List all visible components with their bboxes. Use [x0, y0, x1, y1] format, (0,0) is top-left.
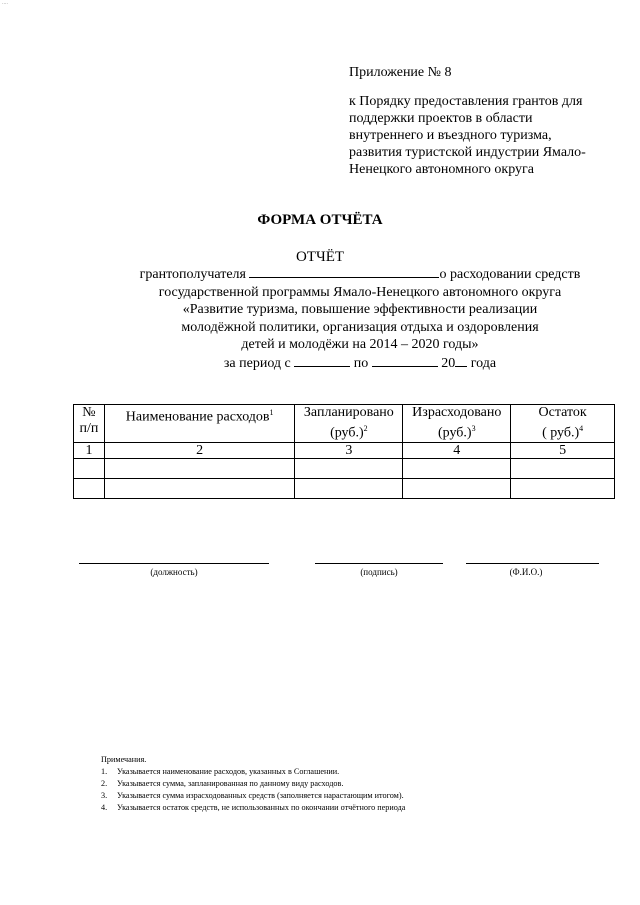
- table-cell[interactable]: [403, 458, 511, 478]
- table-row: [74, 478, 615, 498]
- table-number-row: [74, 442, 615, 458]
- report-title: ОТЧЁТ: [295, 249, 345, 265]
- table-cell[interactable]: [74, 478, 105, 498]
- header-cell-name: [104, 405, 294, 443]
- note-number: 1.: [101, 767, 108, 776]
- column-number-cell: 1: [74, 442, 105, 458]
- header-text: №: [82, 405, 96, 420]
- notes-title: Примечания.: [101, 755, 147, 764]
- note-item: [101, 790, 621, 802]
- header-cell-spent: [403, 405, 511, 443]
- report-line: детей и молодёжи на 2014 – 2020 годы»: [241, 337, 479, 353]
- table-cell[interactable]: [511, 458, 615, 478]
- corner-mark: ....: [2, 0, 8, 6]
- note-item: [101, 778, 621, 790]
- notes-block: [101, 754, 621, 814]
- header-text: Наименование расходов: [125, 409, 270, 425]
- note-number: 3.: [101, 791, 108, 800]
- note-text: Указывается сумма израсходованных средств (заполняется нарастающим итогом).: [117, 791, 404, 800]
- report-table: [73, 404, 615, 499]
- appendix-number: Приложение № 8: [349, 65, 452, 80]
- period-line: [80, 354, 640, 373]
- period-year-blank[interactable]: [455, 354, 467, 367]
- header-cell-planned: [295, 405, 403, 443]
- note-number: 2.: [101, 779, 108, 788]
- period-prefix: за период с: [223, 355, 291, 371]
- table-cell[interactable]: [74, 458, 105, 478]
- header-text: (руб.): [330, 425, 364, 441]
- appendix-line: развития туристской индустрии Ямало-: [349, 145, 586, 160]
- column-number-cell: 2: [104, 442, 294, 458]
- column-number-cell: 5: [511, 442, 615, 458]
- table-cell[interactable]: [403, 478, 511, 498]
- header-text: п/п: [79, 421, 99, 436]
- grantee-blank[interactable]: [249, 265, 439, 278]
- footnote-ref: 1: [269, 408, 274, 417]
- footnote-ref: 4: [579, 424, 584, 433]
- signature-label: (подпись): [360, 567, 398, 577]
- name-label: (Ф.И.О.): [509, 567, 543, 577]
- appendix-line: к Порядку предоставления грантов для: [349, 94, 583, 109]
- column-number-cell: 4: [403, 442, 511, 458]
- grantee-suffix: о расходовании средств: [439, 267, 581, 282]
- header-cell-remainder: [511, 405, 615, 443]
- header-cell-number: [74, 405, 105, 443]
- header-text: ( руб.): [542, 425, 580, 441]
- appendix-line: внутреннего и въездного туризма,: [349, 128, 552, 143]
- table-cell[interactable]: [511, 478, 615, 498]
- footnote-ref: 3: [471, 424, 476, 433]
- form-title: ФОРМА ОТЧЁТА: [257, 212, 383, 228]
- appendix-block: [349, 64, 619, 178]
- table-cell[interactable]: [104, 458, 294, 478]
- period-end-blank[interactable]: [372, 354, 438, 367]
- position-signature-line[interactable]: [79, 563, 269, 564]
- grantee-line: [80, 265, 640, 284]
- table-cell[interactable]: [295, 458, 403, 478]
- header-text: Израсходовано: [412, 405, 502, 420]
- period-start-blank[interactable]: [294, 354, 350, 367]
- note-text: Указывается остаток средств, не использованных по окончании отчётного периода: [117, 803, 406, 812]
- table-row: [74, 458, 615, 478]
- report-line: «Развитие туризма, повышение эффективности реализации: [182, 302, 538, 318]
- header-text: (руб.): [437, 425, 472, 441]
- table-cell[interactable]: [104, 478, 294, 498]
- footnote-ref: 2: [363, 424, 368, 433]
- header-text: Остаток: [538, 405, 587, 420]
- report-line: государственной программы Ямало-Ненецкого автономного округа: [158, 284, 562, 300]
- grantee-prefix: грантополучателя: [139, 267, 246, 282]
- signature-line[interactable]: [315, 563, 443, 564]
- note-text: Указывается наименование расходов, указанных в Соглашении.: [117, 767, 340, 776]
- report-body: [80, 265, 640, 373]
- note-text: Указывается сумма, запланированная по данному виду расходов.: [117, 779, 344, 788]
- period-mid: по: [353, 355, 369, 371]
- table-header-row: [74, 405, 615, 443]
- name-signature-line[interactable]: [466, 563, 599, 564]
- note-item: [101, 766, 621, 778]
- report-line: молодёжной политики, организация отдыха и оздоровления: [181, 319, 539, 335]
- appendix-line: Ненецкого автономного округа: [349, 162, 534, 177]
- position-label: (должность): [150, 567, 198, 577]
- column-number-cell: 3: [295, 442, 403, 458]
- note-item: [101, 802, 621, 814]
- table-cell[interactable]: [295, 478, 403, 498]
- period-suffix: года: [470, 355, 497, 371]
- header-text: Запланировано: [303, 405, 394, 420]
- appendix-line: поддержки проектов в области: [349, 111, 533, 126]
- period-year: 20: [441, 355, 456, 371]
- note-number: 4.: [101, 803, 108, 812]
